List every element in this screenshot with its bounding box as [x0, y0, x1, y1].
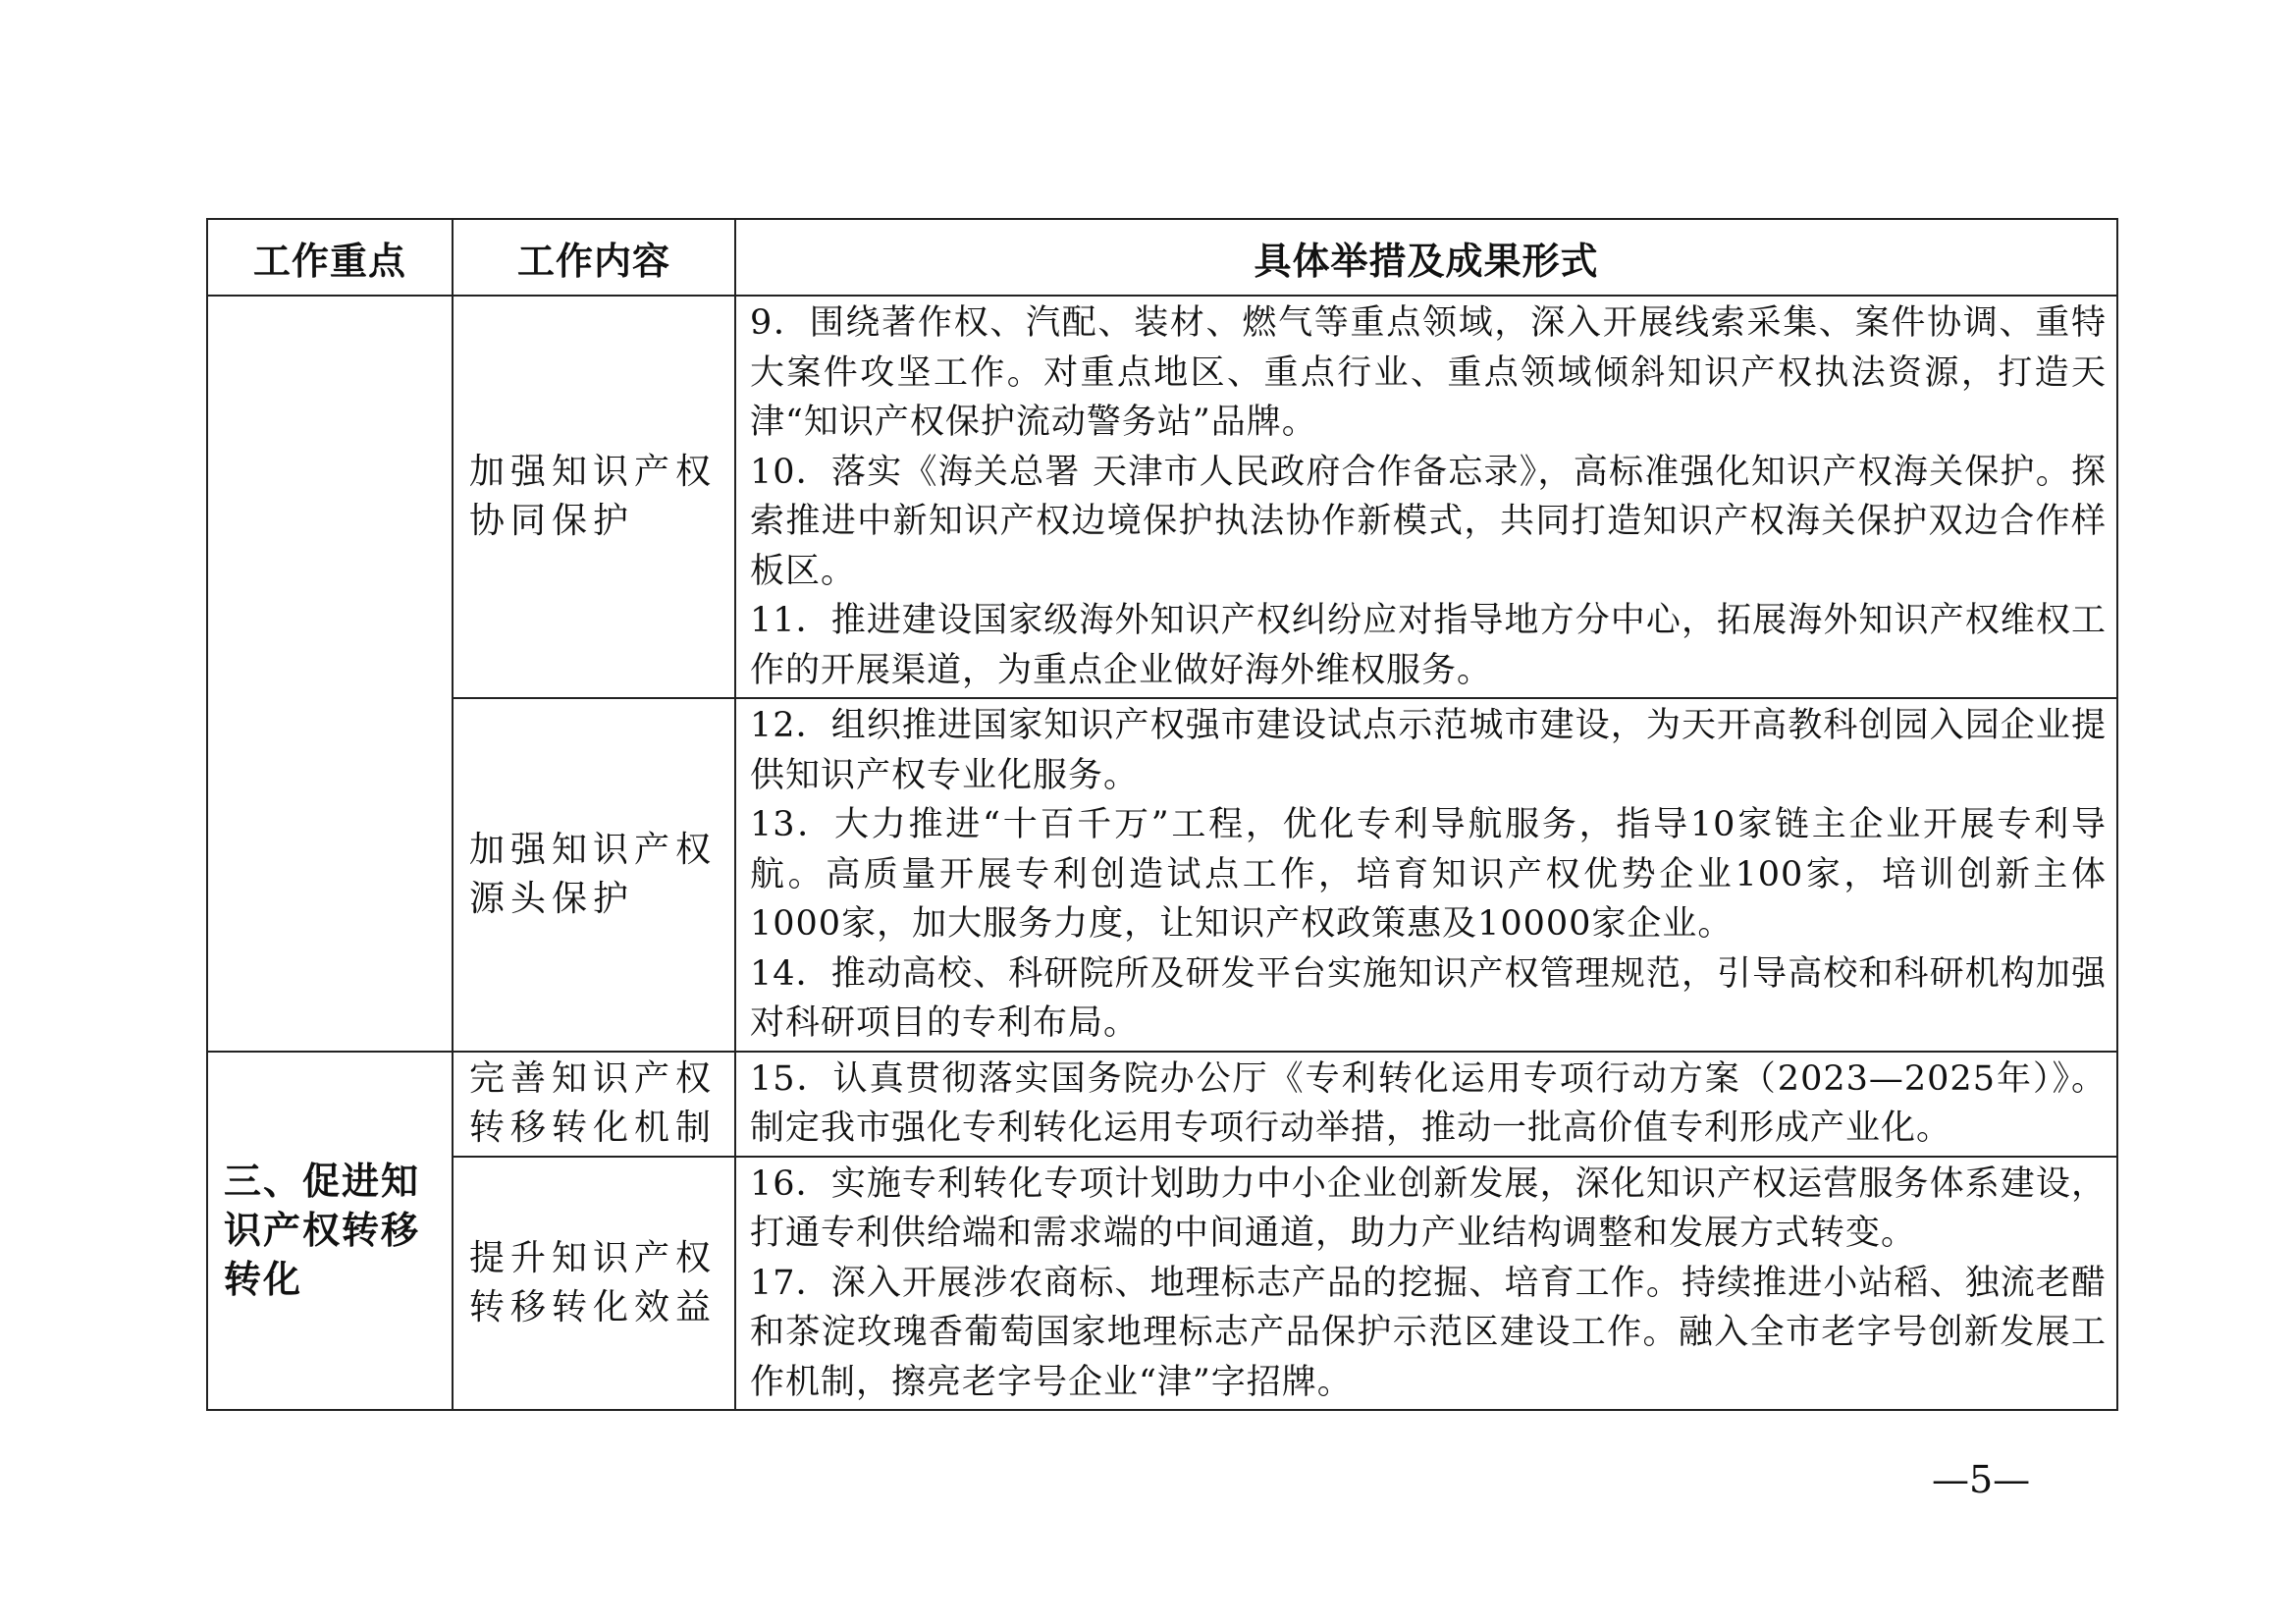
table-header-row: [207, 219, 2117, 296]
work-content-cell: 提升知识产权转移转化效益: [453, 1157, 735, 1411]
measure-item: 9．围绕著作权、汽配、装材、燃气等重点领域，深入开展线索采集、案件协调、重特大案件攻坚工作。对重点地区、重点行业、重点领域倾斜知识产权执法资源，打造天津“知识产权保护流动警务站”品牌。: [750, 303, 2107, 442]
work-plan-table: [206, 218, 2118, 1411]
table-row: [207, 296, 2117, 698]
table-row: [207, 1052, 2117, 1157]
measure-item: 16．实施专利转化专项计划助力中小企业创新发展，深化知识产权运营服务体系建设，打通专利供给端和需求端的中间通道，助力产业结构调整和发展方式转变。: [750, 1164, 2107, 1253]
work-content-cell: 加强知识产权协同保护: [453, 296, 735, 698]
measure-item: 12．组织推进国家知识产权强市建设试点示范城市建设，为天开高教科创园入园企业提供知识产权专业化服务。: [750, 706, 2107, 795]
measures-cell: [735, 296, 2117, 698]
measure-item: 13．大力推进“十百千万”工程，优化专利导航服务，指导10家链主企业开展专利导航。高质量开展专利创造试点工作，培育知识产权优势企业100家，培训创新主体1000家，加大服务力度，让知识产权政策惠及10000家企业。: [750, 805, 2107, 944]
work-content-cell: 加强知识产权源头保护: [453, 698, 735, 1052]
page-number: —5—: [1932, 1458, 2031, 1501]
measures-cell: [735, 1052, 2117, 1157]
work-focus-cell-empty: [207, 296, 453, 1052]
measures-cell: [735, 1157, 2117, 1411]
header-work-content: 工作内容: [453, 219, 735, 296]
table-row: [207, 1157, 2117, 1411]
measure-item: 11．推进建设国家级海外知识产权纠纷应对指导地方分中心，拓展海外知识产权维权工作的开展渠道，为重点企业做好海外维权服务。: [750, 601, 2107, 690]
measure-item: 15．认真贯彻落实国务院办公厅《专利转化运用专项行动方案（2023—2025年）》。制定我市强化专利转化运用专项行动举措，推动一批高价值专利形成产业化。: [750, 1058, 2107, 1148]
work-focus-cell: 三、促进知识产权转移转化: [207, 1052, 453, 1411]
header-work-focus: 工作重点: [207, 219, 453, 296]
header-specific-measures: 具体举措及成果形式: [735, 219, 2117, 296]
measure-item: 14．推动高校、科研院所及研发平台实施知识产权管理规范，引导高校和科研机构加强对科研项目的专利布局。: [750, 953, 2107, 1043]
table-row: [207, 698, 2117, 1052]
measures-cell: [735, 698, 2117, 1052]
measure-item: 10．落实《海关总署 天津市人民政府合作备忘录》，高标准强化知识产权海关保护。探索推进中新知识产权边境保护执法协作新模式，共同打造知识产权海关保护双边合作样板区。: [750, 452, 2107, 591]
measure-item: 17．深入开展涉农商标、地理标志产品的挖掘、培育工作。持续推进小站稻、独流老醋和茶淀玫瑰香葡萄国家地理标志产品保护示范区建设工作。融入全市老字号创新发展工作机制，擦亮老字号企业“津”字招牌。: [750, 1263, 2107, 1402]
work-content-cell: 完善知识产权转移转化机制: [453, 1052, 735, 1157]
